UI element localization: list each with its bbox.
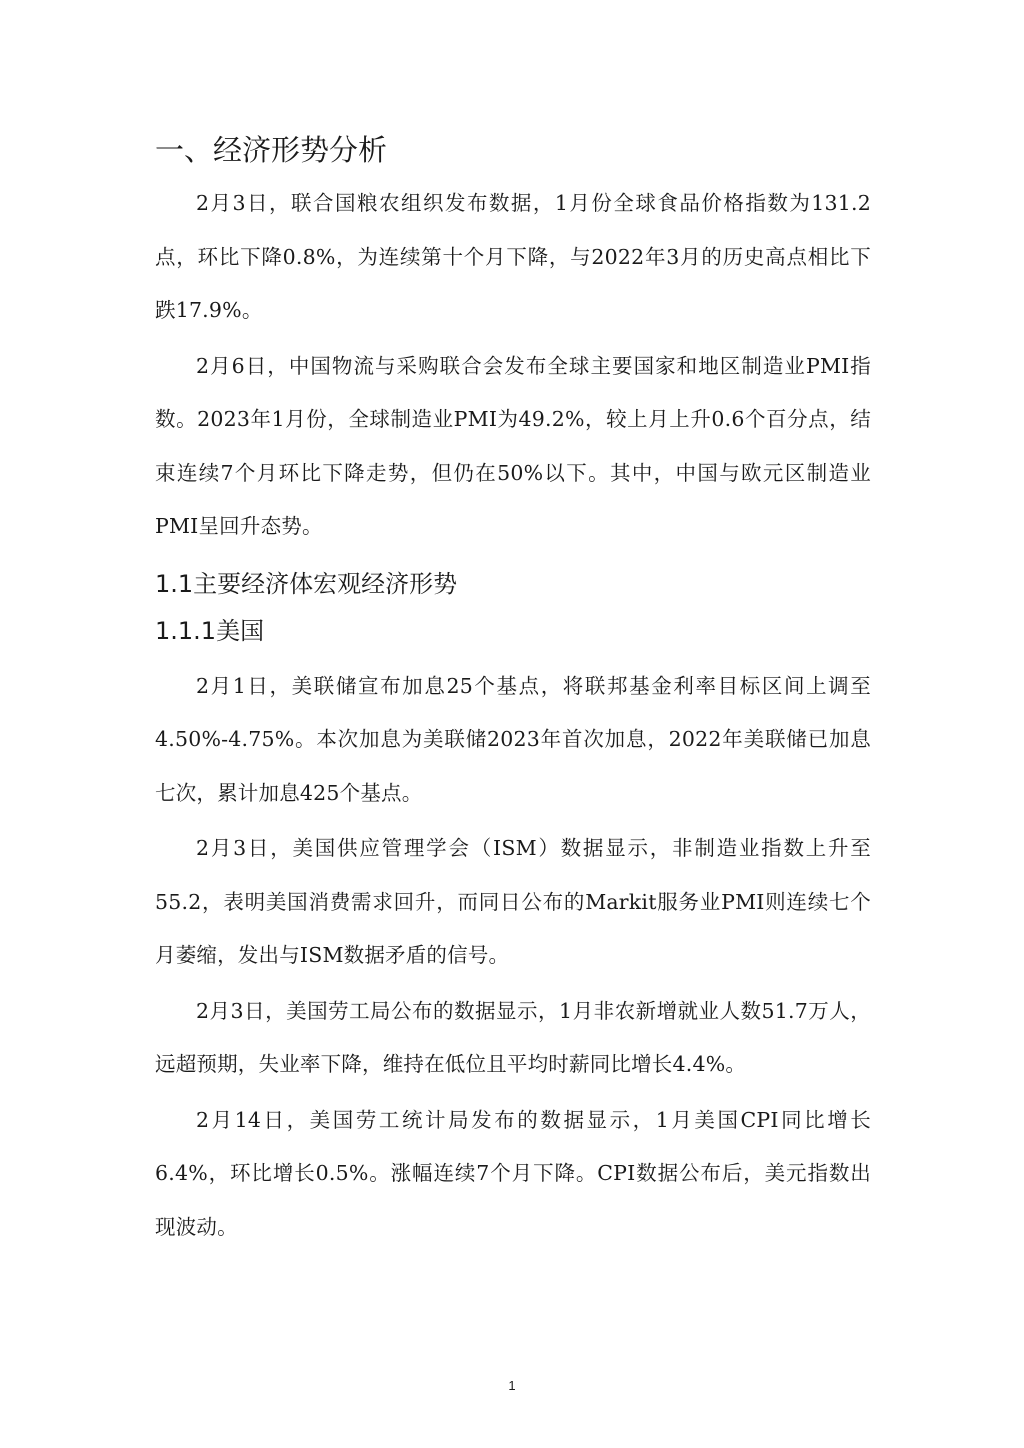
page-number: 1 xyxy=(508,1378,516,1393)
subsection-heading: 1.1主要经济体宏观经济形势 xyxy=(155,569,458,598)
document-body xyxy=(155,128,871,1256)
paragraph-ism-data: 2月3日，美国供应管理学会（ISM）数据显示，非制造业指数上升至55.2，表明美国消费需求回升，而同日公布的Markit服务业PMI则连续七个月萎缩，发出与ISM数据矛盾的信号。 xyxy=(155,836,871,967)
paragraph-cpi-data: 2月14日，美国劳工统计局发布的数据显示，1月美国CPI同比增长6.4%，环比增长0.5%。涨幅连续7个月下降。CPI数据公布后，美元指数出现波动。 xyxy=(155,1107,871,1239)
paragraph-fed-rate-hike: 2月1日，美联储宣布加息25个基点，将联邦基金利率目标区间上调至4.50%-4.75%。本次加息为美联储2023年首次加息，2022年美联储已加息七次，累计加息425个基点。 xyxy=(155,673,871,805)
paragraph-global-pmi: 2月6日，中国物流与采购联合会发布全球主要国家和地区制造业PMI指数。2023年1月份，全球制造业PMI为49.2%，较上月上升0.6个百分点，结束连续7个月环比下降走势，但仍在50%以下。其中，中国与欧元区制造业PMI呈回升态势。 xyxy=(155,353,871,538)
paragraph-nonfarm-payrolls: 2月3日，美国劳工局公布的数据显示，1月非农新增就业人数51.7万人，远超预期，失业率下降，维持在低位且平均时薪同比增长4.4%。 xyxy=(155,998,871,1076)
paragraph-food-price-index: 2月3日，联合国粮农组织发布数据，1月份全球食品价格指数为131.2点，环比下降0.8%，为连续第十个月下降，与2022年3月的历史高点相比下跌17.9%。 xyxy=(155,191,871,322)
section-heading: 一、经济形势分析 xyxy=(155,133,388,167)
sub-subsection-heading-us: 1.1.1美国 xyxy=(155,616,265,645)
